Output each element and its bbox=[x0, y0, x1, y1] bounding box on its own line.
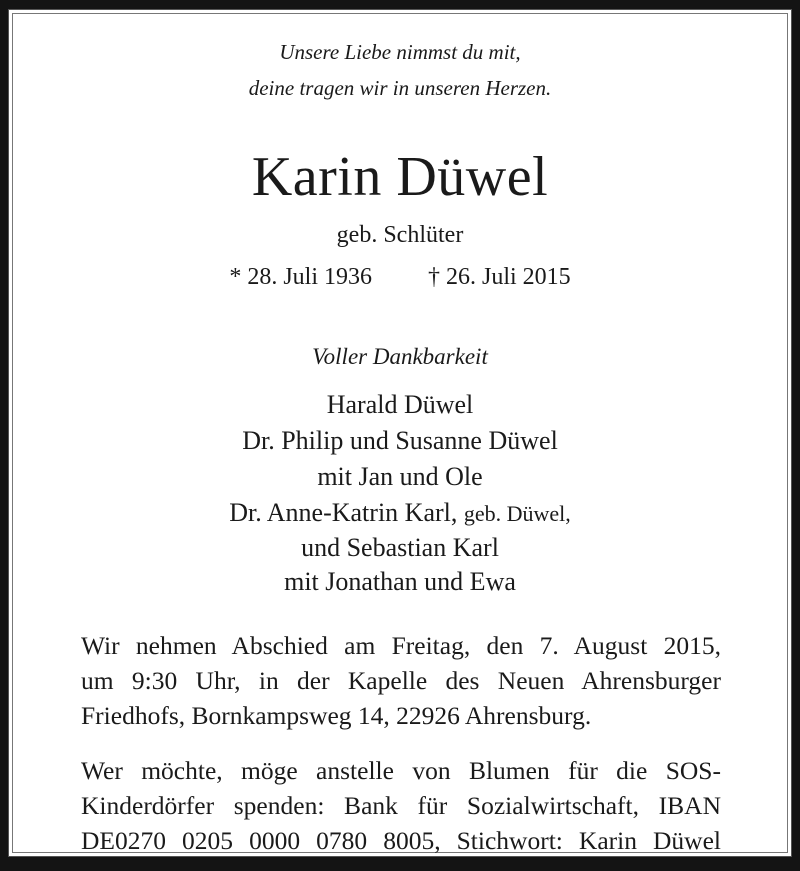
farewell-paragraph bbox=[81, 628, 721, 733]
family-name: Dr. Philip und Susanne Düwel bbox=[242, 426, 558, 455]
paragraph-line: DE0270 0205 0000 0780 8005, Stichwort: Karin Düwel bbox=[81, 826, 721, 855]
life-dates bbox=[9, 264, 791, 291]
paragraph-line: Wir nehmen Abschied am Freitag, den 7. August 2015, bbox=[81, 631, 721, 660]
family-member bbox=[9, 426, 791, 456]
family-maiden-name: geb. Düwel, bbox=[463, 501, 571, 526]
family-member bbox=[9, 567, 791, 597]
donation-paragraph bbox=[81, 753, 721, 858]
family-member bbox=[9, 462, 791, 492]
gratitude-heading: Voller Dankbarkeit bbox=[312, 344, 488, 369]
family-name: Dr. Anne-Katrin Karl, bbox=[229, 498, 458, 527]
birth-date: * 28. Juli 1936 bbox=[229, 264, 372, 290]
motto-line: Unsere Liebe nimmst du mit, bbox=[279, 40, 521, 64]
paragraph-line: um 9:30 Uhr, in der Kapelle des Neuen Ahrensburger bbox=[81, 666, 721, 695]
motto-line: deine tragen wir in unseren Herzen. bbox=[248, 76, 552, 100]
family-member bbox=[9, 498, 791, 528]
paragraph-line: Kinderdörfer spenden: Bank für Sozialwirtschaft, IBAN bbox=[81, 791, 721, 820]
family-member bbox=[9, 390, 791, 420]
family-name: Harald Düwel bbox=[326, 390, 474, 419]
death-date: † 26. Juli 2015 bbox=[428, 264, 571, 290]
family-name: mit Jonathan und Ewa bbox=[284, 567, 516, 596]
deceased-name: Karin Düwel bbox=[251, 146, 549, 208]
paragraph-line: Wer möchte, möge anstelle von Blumen für die SOS- bbox=[81, 756, 721, 785]
family-name: mit Jan und Ole bbox=[317, 462, 483, 491]
paragraph-line: Friedhofs, Bornkampsweg 14, 22926 Ahrensburg. bbox=[81, 701, 592, 730]
maiden-name: geb. Schlüter bbox=[336, 222, 464, 248]
family-name: und Sebastian Karl bbox=[301, 533, 499, 562]
family-member bbox=[9, 533, 791, 563]
obituary-notice bbox=[8, 9, 792, 857]
